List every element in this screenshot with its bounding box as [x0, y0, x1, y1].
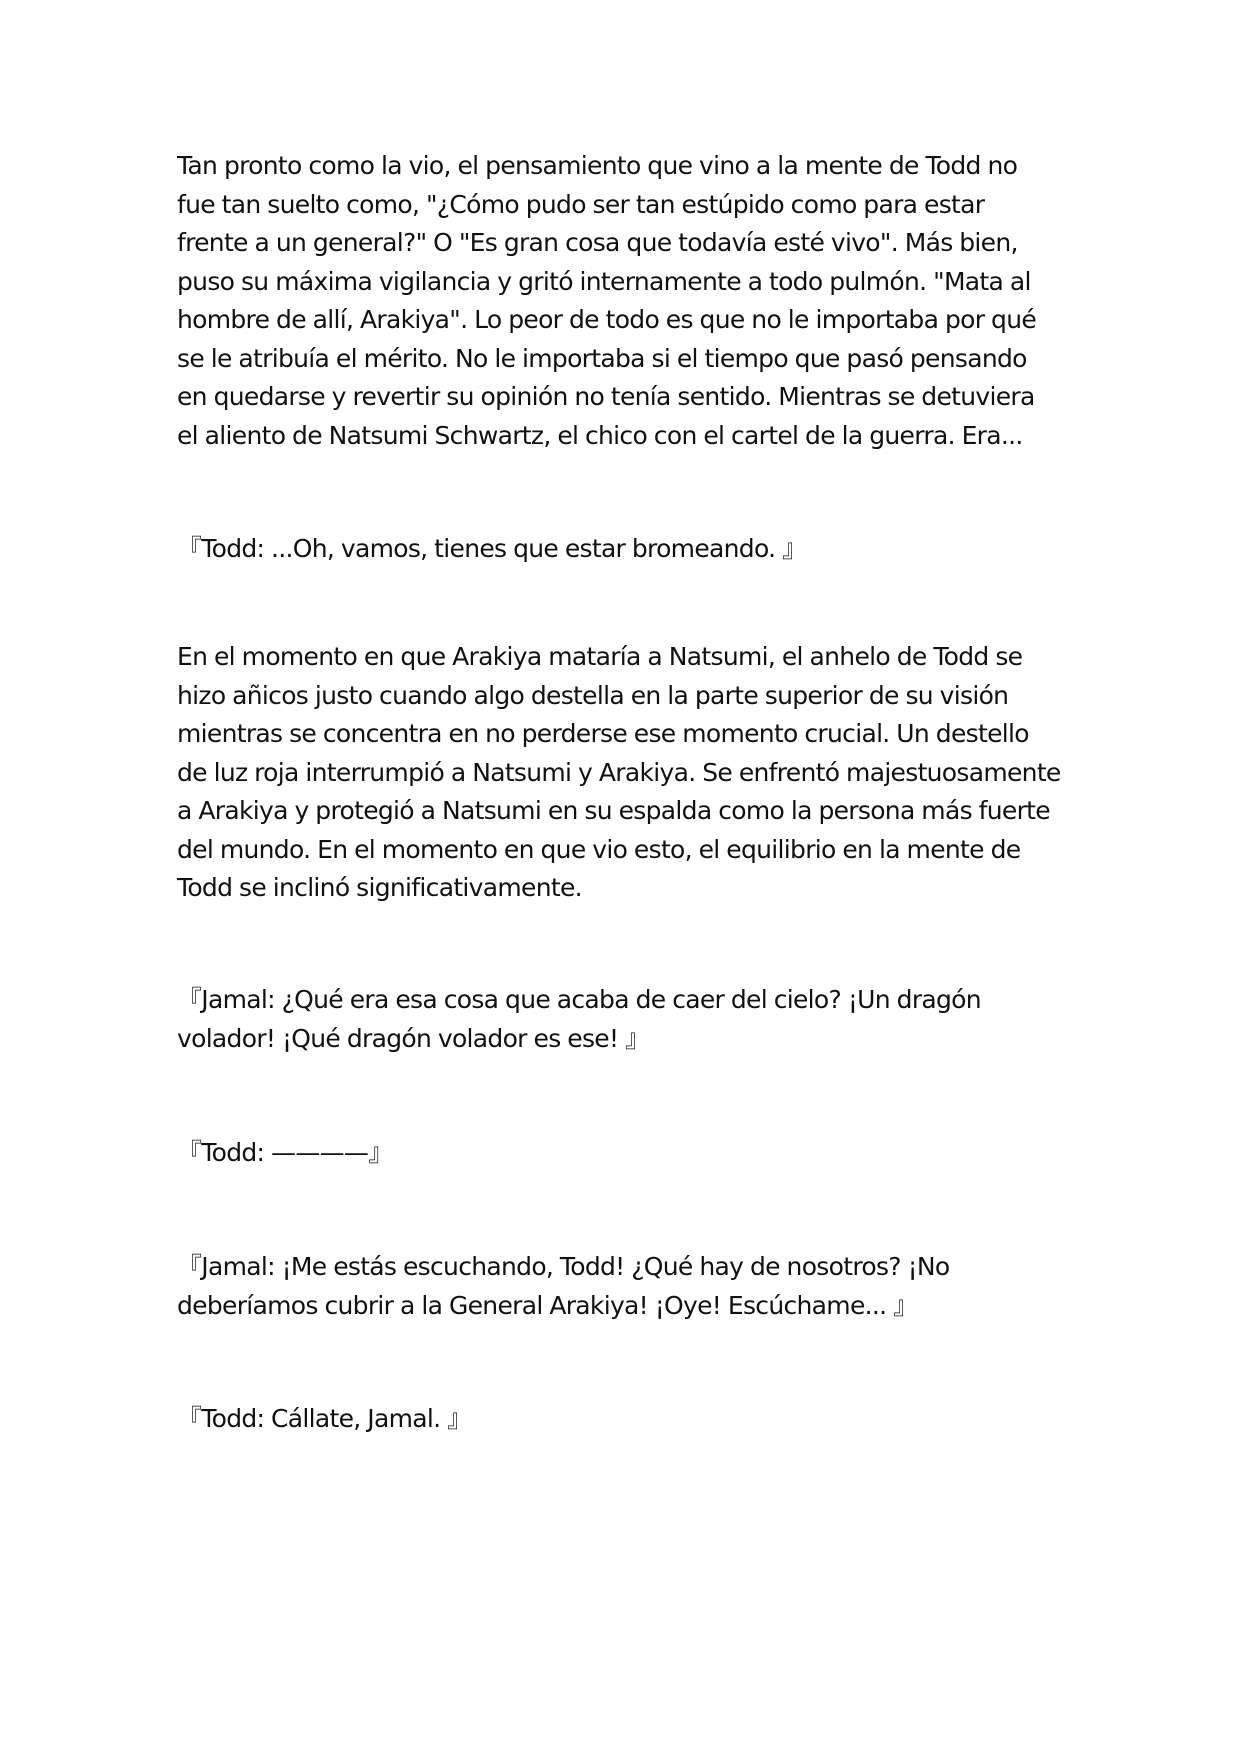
paragraph-2-line: Todd se inclinó significativamente. [177, 873, 582, 902]
paragraph-2 [177, 638, 1077, 908]
paragraph-2-line: de luz roja interrumpió a Natsumi y Arakiya. Se enfrentó majestuosamente [177, 757, 1061, 787]
dialogue-todd-3 [177, 1400, 1077, 1439]
paragraph-2-line: En el momento en que Arakiya mataría a Natsumi, el anhelo de Todd se [177, 642, 1023, 671]
dialogue-todd-1 [177, 530, 1077, 569]
dialogue-line: volador! ¡Qué dragón volador es ese! 』 [177, 1023, 650, 1053]
paragraph-1-line: se le atribuía el mérito. No le importaba si el tiempo que pasó pensando [177, 343, 1027, 373]
paragraph-2-line: hizo añicos justo cuando algo destella en la parte superior de su visión [177, 680, 1009, 710]
dialogue-line: 『Todd: ...Oh, vamos, tienes que estar bromeando. 』 [177, 534, 807, 563]
paragraph-2-line: del mundo. En el momento en que vio esto, el equilibrio en la mente de [177, 834, 1021, 864]
paragraph-1-line: puso su máxima vigilancia y gritó internamente a todo pulmón. "Mata al [177, 266, 1031, 296]
paragraph-1-line: fue tan suelto como, "¿Cómo pudo ser tan estúpido como para estar [177, 189, 985, 219]
paragraph-2-line: mientras se concentra en no perderse ese momento crucial. Un destello [177, 719, 1029, 748]
paragraph-1-line: hombre de allí, Arakiya". Lo peor de todo es que no le importaba por qué [177, 305, 1037, 334]
dialogue-jamal-1 [177, 981, 1077, 1058]
paragraph-1 [177, 147, 1077, 455]
dialogue-line: 『Todd: Cállate, Jamal. 』 [177, 1404, 472, 1433]
dialogue-line: 『Jamal: ¿Qué era esa cosa que acaba de caer del cielo? ¡Un dragón [177, 985, 981, 1014]
paragraph-1-line: Tan pronto como la vio, el pensamiento que vino a la mente de Todd no [177, 151, 1018, 180]
dialogue-line: deberíamos cubrir a la General Arakiya! ¡Oye! Escúchame... 』 [177, 1290, 918, 1320]
paragraph-2-line: a Arakiya y protegió a Natsumi en su espalda como la persona más fuerte [177, 796, 1050, 825]
paragraph-1-line: el aliento de Natsumi Schwartz, el chico con el cartel de la guerra. Era... [177, 420, 1023, 450]
paragraph-1-line: frente a un general?" O "Es gran cosa que todavía esté vivo". Más bien, [177, 228, 1018, 257]
dialogue-line: 『Jamal: ¡Me estás escuchando, Todd! ¿Qué hay de nosotros? ¡No [177, 1252, 950, 1281]
dialogue-line: 『Todd: ————』 [177, 1138, 393, 1167]
paragraph-1-line: en quedarse y revertir su opinión no tenía sentido. Mientras se detuviera [177, 382, 1035, 411]
dialogue-todd-2 [177, 1134, 1077, 1173]
dialogue-jamal-2 [177, 1248, 1077, 1325]
